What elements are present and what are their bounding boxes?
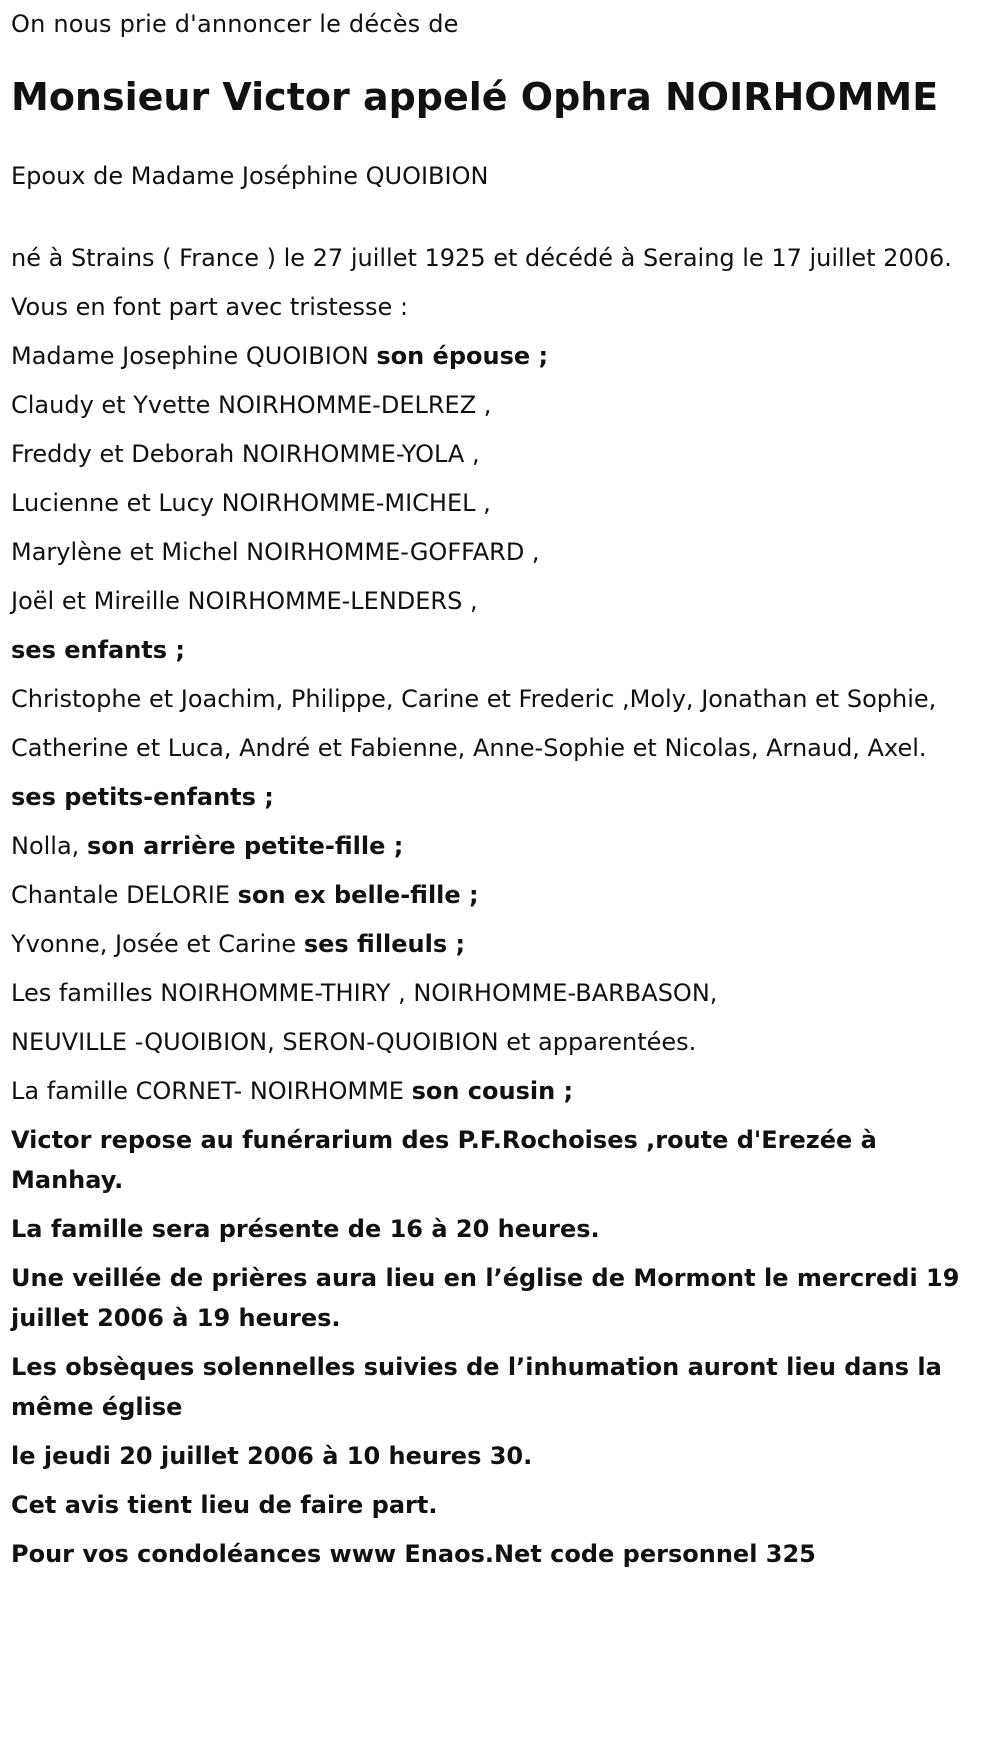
notice-funeral: Les obsèques solennelles suivies de l’inhumation auront lieu dans la même église: [11, 1353, 942, 1421]
cousin-name: La famille CORNET- NOIRHOMME: [11, 1077, 412, 1105]
godchildren-role: ses filleuls ;: [303, 930, 466, 958]
epouse-role: son épouse ;: [376, 342, 549, 370]
cousin-role: son cousin ;: [411, 1077, 574, 1105]
intro-text: On nous prie d'annoncer le décès de: [11, 10, 459, 38]
child-line: Joël et Mireille NOIRHOMME-LENDERS ,: [11, 587, 478, 615]
children-label: ses enfants ;: [11, 636, 185, 664]
ex-daughter-in-law-role: son ex belle-fille ;: [237, 881, 479, 909]
child-line: Lucienne et Lucy NOIRHOMME-MICHEL ,: [11, 489, 491, 517]
families-line: NEUVILLE -QUOIBION, SERON-QUOIBION et apparentées.: [11, 1028, 697, 1056]
notice-funeral-date: le jeudi 20 juillet 2006 à 10 heures 30.: [11, 1442, 533, 1470]
notice-family-presence: La famille sera présente de 16 à 20 heures.: [11, 1215, 600, 1243]
grandchildren-label: ses petits-enfants ;: [11, 783, 274, 811]
epouse-name: Madame Josephine QUOIBION: [11, 342, 377, 370]
families-line: Les familles NOIRHOMME-THIRY , NOIRHOMME-BARBASON,: [11, 979, 718, 1007]
grandchildren-line: Catherine et Luca, André et Fabienne, Anne-Sophie et Nicolas, Arnaud, Axel.: [11, 734, 927, 762]
cousin-line: [11, 1071, 986, 1111]
notice-vigil: Une veillée de prières aura lieu en l’église de Mormont le mercredi 19 juillet 2006 à 19 heures.: [11, 1264, 960, 1332]
notice-faire-part: Cet avis tient lieu de faire part.: [11, 1491, 438, 1519]
great-granddaughter-line: [11, 826, 986, 866]
notice-condolences: Pour vos condoléances www Enaos.Net code personnel 325: [11, 1540, 816, 1568]
epouse-line: [11, 336, 986, 376]
birth-death-line: né à Strains ( France ) le 27 juillet 1925 et décédé à Seraing le 17 juillet 2006.: [11, 244, 952, 272]
deceased-name: Monsieur Victor appelé Ophra NOIRHOMME: [11, 75, 939, 119]
child-line: Marylène et Michel NOIRHOMME-GOFFARD ,: [11, 538, 540, 566]
grandchildren-line: Christophe et Joachim, Philippe, Carine et Frederic ,Moly, Jonathan et Sophie,: [11, 685, 937, 713]
great-granddaughter-role: son arrière petite-fille ;: [86, 832, 404, 860]
ex-daughter-in-law-name: Chantale DELORIE: [11, 881, 238, 909]
child-line: Freddy et Deborah NOIRHOMME-YOLA ,: [11, 440, 480, 468]
announce-line: Vous en font part avec tristesse :: [11, 293, 409, 321]
great-granddaughter-name: Nolla,: [11, 832, 87, 860]
notice-funerarium: Victor repose au funérarium des P.F.Rochoises ,route d'Erezée à Manhay.: [11, 1126, 877, 1194]
child-line: Claudy et Yvette NOIRHOMME-DELREZ ,: [11, 391, 492, 419]
godchildren-line: [11, 924, 986, 964]
godchildren-name: Yvonne, Josée et Carine: [11, 930, 304, 958]
ex-daughter-in-law-line: [11, 875, 986, 915]
spouse-line: Epoux de Madame Joséphine QUOIBION: [11, 162, 489, 190]
